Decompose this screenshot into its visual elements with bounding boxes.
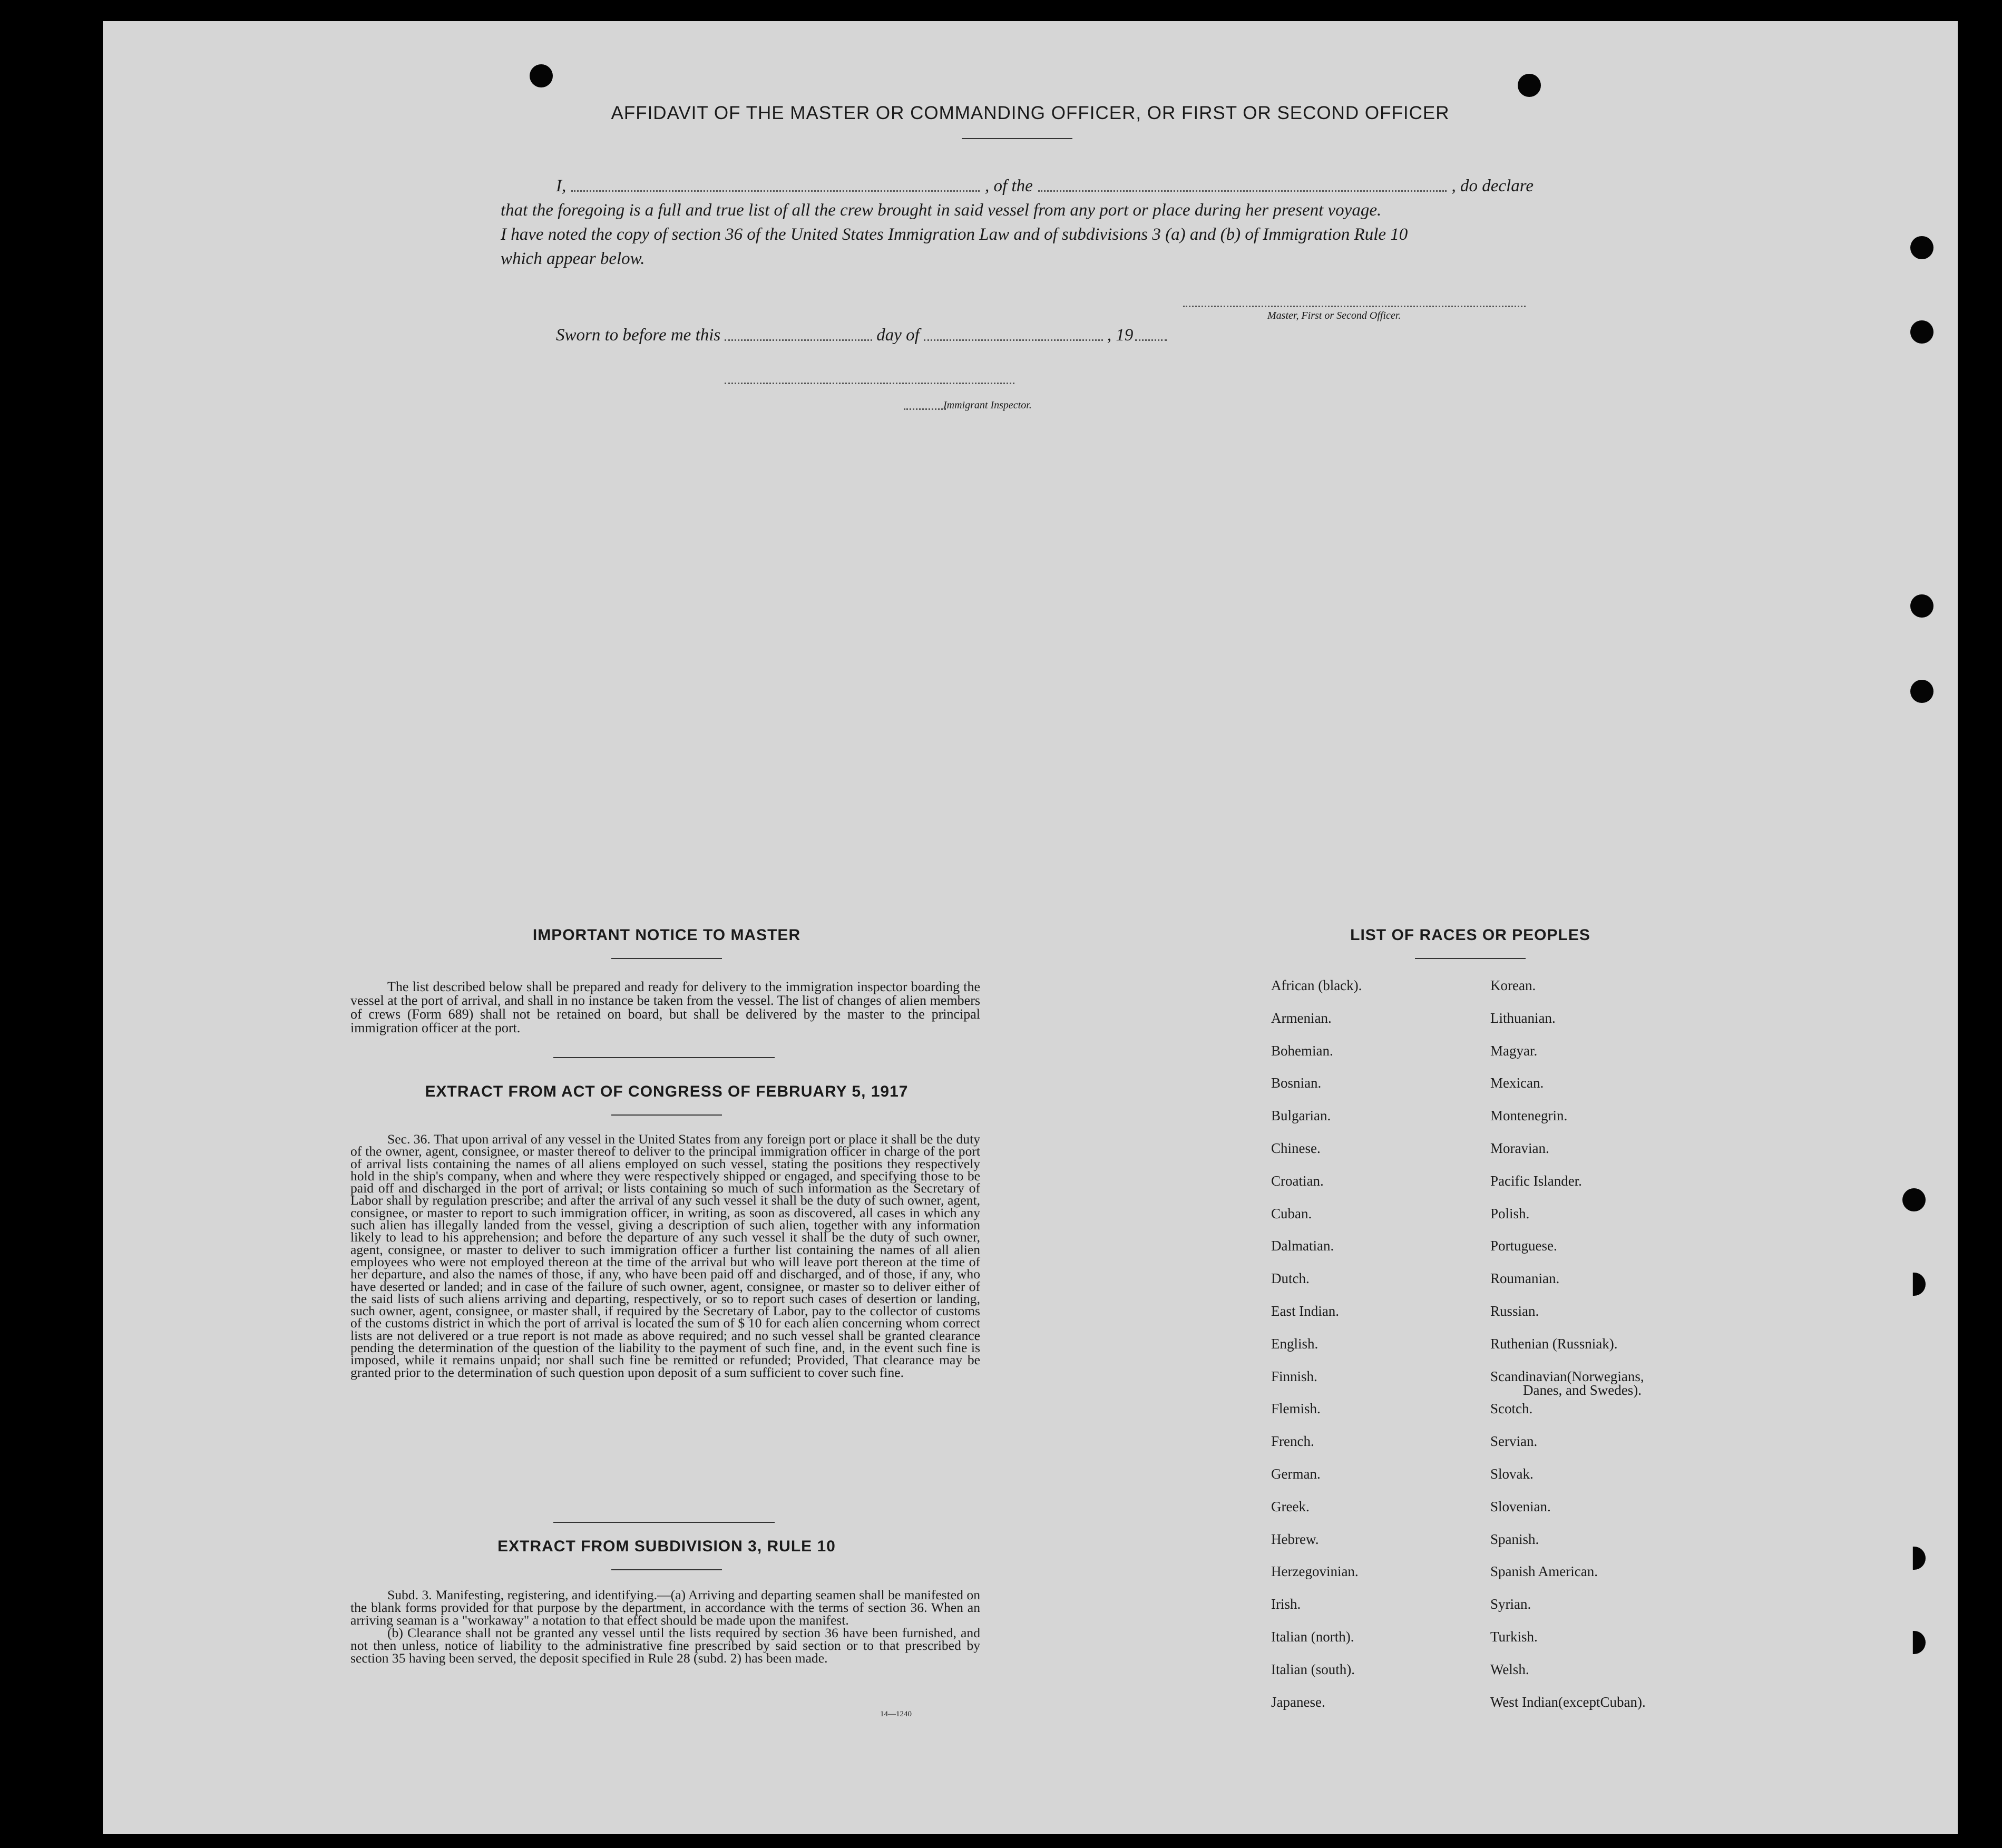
affidavit-line1-end: , do declare [1451,177,1534,195]
affidavit-line3: I have noted the copy of section 36 of the United States Immigration Law and of subdivisions 3 (a) and (b) of Immigration Rule 10 [501,225,1408,244]
race-item: Ruthenian (Russniak). [1490,1335,1618,1352]
race-item: Chinese. [1271,1140,1321,1156]
divider [611,1569,722,1570]
race-item: Dutch. [1271,1270,1310,1287]
race-item: Lithuanian. [1490,1010,1556,1026]
rule-text [350,1589,980,1665]
race-item: Bohemian. [1271,1042,1333,1059]
affidavit-text [501,174,1534,271]
race-item: West Indian(exceptCuban). [1490,1694,1646,1710]
sworn-date-blank[interactable] [725,339,872,341]
binder-hole [1910,320,1933,344]
race-item: Russian. [1490,1303,1539,1319]
race-item: African (black). [1271,977,1362,993]
race-item: Roumanian. [1490,1270,1560,1287]
race-item: Scotch. [1490,1401,1533,1417]
affidavit-line1-start: I, [556,177,567,195]
inspector-label: Immigrant Inspector. [943,399,1032,411]
sworn-month-blank[interactable] [924,339,1103,341]
act-title: EXTRACT FROM ACT OF CONGRESS OF FEBRUARY 5, 1917 [425,1083,909,1100]
inspector-signature-blank-2[interactable] [904,408,946,410]
master-signature-blank[interactable] [1183,306,1526,307]
race-item: French. [1271,1433,1314,1450]
sworn-day: day of [876,326,920,345]
race-item: Syrian. [1490,1596,1531,1612]
race-item: Montenegrin. [1490,1108,1568,1124]
divider [553,1522,775,1523]
divider [962,138,1072,139]
affidavit-line2: that the foregoing is a full and true list of all the crew brought in said vessel from any port or place during her present voyage. [501,201,1382,220]
race-item: German. [1271,1466,1321,1482]
rule-paragraph-a: Subd. 3. Manifesting, registering, and identifying.—(a) Arriving and departing seamen shall be manifested on the blank forms provided for that purpose by the department, in accordance with the terms of section 36. When an arriving seaman is a "workaway" a notation to that effect should be made upon the manifest. [350,1587,980,1628]
races-title: LIST OF RACES OR PEOPLES [1350,926,1590,944]
race-item: English. [1271,1335,1319,1352]
master-label: Master, First or Second Officer. [1267,310,1401,321]
notice-title: IMPORTANT NOTICE TO MASTER [532,926,801,944]
divider [553,1057,775,1058]
inspector-signature-blank[interactable] [725,383,1014,384]
act-text [350,1133,980,1378]
race-item: Bulgarian. [1271,1108,1331,1124]
race-item: Turkish. [1490,1629,1538,1645]
race-item: Portuguese. [1490,1238,1557,1254]
race-item: Pacific Islander. [1490,1172,1582,1189]
race-item: Scandinavian(Norwegians, [1490,1368,1644,1384]
race-item: Greek. [1271,1498,1310,1514]
race-item: Croatian. [1271,1172,1324,1189]
race-item: Finnish. [1271,1368,1317,1384]
race-item: Servian. [1490,1433,1538,1450]
race-item: Dalmatian. [1271,1238,1334,1254]
binder-hole [530,64,553,87]
race-item: Flemish. [1271,1401,1321,1417]
form-number: 14—1240 [880,1710,912,1718]
race-item: Bosnian. [1271,1075,1322,1091]
race-item: Welsh. [1490,1661,1529,1677]
race-item: Korean. [1490,977,1536,993]
sworn-line [556,326,1167,345]
race-item: Polish. [1490,1205,1530,1221]
race-item: East Indian. [1271,1303,1339,1319]
race-item: Slovak. [1490,1466,1534,1482]
affidavit-line4: which appear below. [501,249,645,268]
binder-hole [1902,1188,1926,1211]
rule-paragraph-b: (b) Clearance shall not be granted any vessel until the lists required by section 36 have been furnished, and not then unless, notice of liability to the administrative fine prescribed by said section or to that prescribed by section 35 having been served, the deposit specified in Rule 28 (subd. 2) has been made. [350,1625,980,1666]
sworn-year: , 19 [1107,326,1134,345]
notice-text [350,980,980,1035]
race-item: Irish. [1271,1596,1301,1612]
binder-hole [1910,594,1933,618]
divider [1415,958,1526,959]
name-blank[interactable] [571,174,980,192]
binder-hole [1910,236,1933,259]
race-item: Moravian. [1490,1140,1549,1156]
divider [611,1114,722,1116]
notice-paragraph: The list described below shall be prepared and ready for delivery to the immigration inspector boarding the vessel at the port of arrival, and shall in no instance be taken from the vessel. The list of changes of alien members of crews (Form 689) shall not be retained on board, but shall be delivered by the master to the principal immigration officer at the port. [350,979,980,1035]
race-item: Cuban. [1271,1205,1312,1221]
race-item: Magyar. [1490,1042,1538,1059]
binder-hole [1910,680,1933,703]
vessel-blank[interactable] [1038,174,1447,192]
sworn-start: Sworn to before me this [556,326,721,345]
act-paragraph: Sec. 36. That upon arrival of any vessel in the United States from any foreign port or place it shall be the duty of the owner, agent, consignee, or master thereof to deliver to the principal immigration officer in charge of the port of arrival lists containing the names of all aliens employed on such vessel, stating the positions they respectively hold in the ship's company, when and where they were respectively shipped or engaged, and specifying those to be paid off and discharged in the port of arrival; or lists containing so much of such information as the Secretary of Labor shall by regulation prescribe; and after the arrival of any such vessel it shall be the duty of such owner, agent, consignee, or master to report to such immigration officer, in writing, as soon as discovered, all cases in which any such alien has illegally landed from the vessel, giving a description of such alien, together with any information likely to lead to his apprehension; and before the departure of any such vessel it shall be the duty of such owner, agent, consignee, or master to deliver to such immigration officer a further list containing the names of all alien employees who were not employed thereon at the time of the arrival but who will leave port thereon at the time of her departure, and also the names of those, if any, who have been paid off and discharged, and of those, if any, who have deserted or landed; and in case of the failure of such owner, agent, consignee, or master so to deliver either of the said lists of such aliens arriving and departing, respectively, or so to report such cases of desertion or landing, such owner, agent, consignee, or master shall, if required by the Secretary of Labor, pay to the collector of customs of the customs district in which the port of arrival is located the sum of $ 10 for each alien concerning whom correct lists are not delivered or a true report is not made as above required; and no such vessel shall be granted clearance pending the determination of the question of the liability to the payment of such fine, and, in the event such fine is imposed, while it remains unpaid; nor shall such fine be remitted or refunded; Provided, That clearance may be granted prior to the determination of such question upon deposit of a sum sufficient to cover such fine. [350,1131,980,1380]
sworn-year-blank[interactable] [1135,339,1167,341]
affidavit-title: AFFIDAVIT OF THE MASTER OR COMMANDING OFFICER, OR FIRST OR SECOND OFFICER [611,103,1450,123]
race-item: Spanish. [1490,1531,1539,1547]
race-item-continuation: Danes, and Swedes). [1523,1382,1642,1398]
race-item: Hebrew. [1271,1531,1319,1547]
race-item: Armenian. [1271,1010,1332,1026]
race-item: Slovenian. [1490,1498,1551,1514]
race-item: Herzegovinian. [1271,1563,1359,1580]
rule-title: EXTRACT FROM SUBDIVISION 3, RULE 10 [497,1538,836,1555]
race-item: Spanish American. [1490,1563,1598,1580]
binder-hole [1518,74,1541,97]
race-item: Italian (south). [1271,1661,1355,1677]
race-item: Italian (north). [1271,1629,1354,1645]
race-item: Japanese. [1271,1694,1325,1710]
affidavit-line1-mid: , of the [985,177,1033,195]
race-item: Mexican. [1490,1075,1544,1091]
divider [611,958,722,959]
